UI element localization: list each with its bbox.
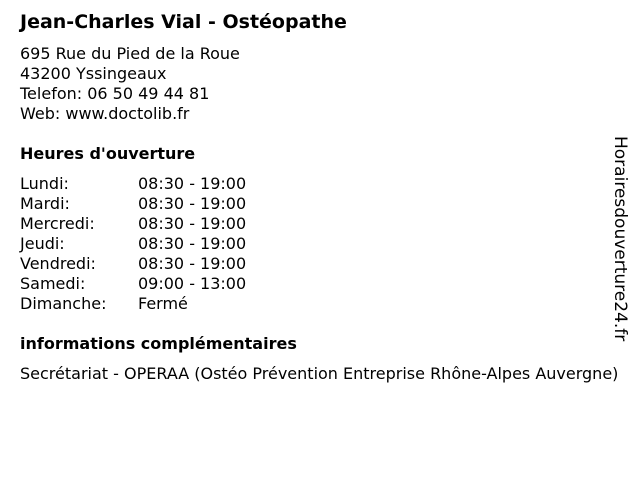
day-label: Samedi: (20, 274, 86, 293)
hours-row-wednesday (20, 214, 628, 234)
listing-card (20, 8, 628, 384)
website: Web: www.doctolib.fr (20, 104, 190, 123)
phone-number: Telefon: 06 50 49 44 81 (20, 84, 210, 103)
day-label: Vendredi: (20, 254, 96, 273)
hours-row-sunday (20, 294, 628, 314)
day-time: 08:30 - 19:00 (138, 254, 247, 273)
day-label: Dimanche: (20, 294, 107, 313)
day-time: 08:30 - 19:00 (138, 234, 247, 253)
address-block (20, 44, 628, 124)
day-label: Lundi: (20, 174, 69, 193)
hours-row-tuesday (20, 194, 628, 214)
hours-heading: Heures d'ouverture (20, 144, 196, 163)
info-text: Secrétariat - OPERAA (Ostéo Prévention Entreprise Rhône-Alpes Auvergne) (20, 364, 619, 383)
hours-row-friday (20, 254, 628, 274)
site-watermark: Horairesdouverture24.fr (610, 136, 630, 342)
day-label: Mardi: (20, 194, 70, 213)
day-time: 09:00 - 13:00 (138, 274, 247, 293)
info-heading: informations complémentaires (20, 334, 297, 353)
day-time: 08:30 - 19:00 (138, 194, 247, 213)
day-label: Mercredi: (20, 214, 95, 233)
street-address: 695 Rue du Pied de la Roue (20, 44, 240, 63)
hours-row-thursday (20, 234, 628, 254)
day-time: 08:30 - 19:00 (138, 174, 247, 193)
hours-row-monday (20, 174, 628, 194)
day-time: Fermé (138, 294, 188, 313)
hours-row-saturday (20, 274, 628, 294)
hours-table (20, 174, 628, 314)
day-label: Jeudi: (20, 234, 65, 253)
city-address: 43200 Yssingeaux (20, 64, 167, 83)
day-time: 08:30 - 19:00 (138, 214, 247, 233)
page-title: Jean-Charles Vial - Ostéopathe (20, 11, 347, 33)
